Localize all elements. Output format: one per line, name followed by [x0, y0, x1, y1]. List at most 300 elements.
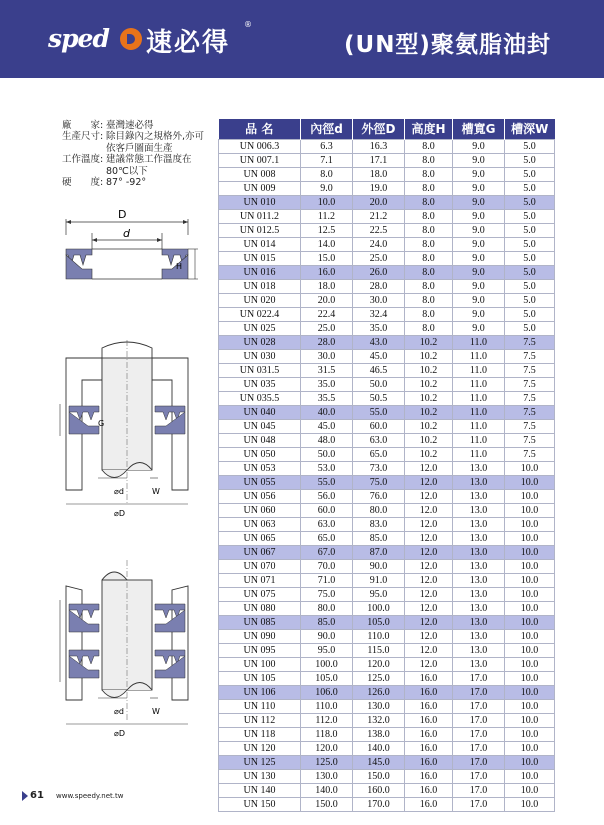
dimension-cell: 9.0	[453, 223, 505, 237]
part-number-cell: UN 053	[219, 461, 301, 475]
dimension-cell: 13.0	[453, 489, 505, 503]
dim-label-phi-big-d: ⌀D	[114, 729, 125, 738]
dimension-cell: 10.0	[505, 783, 555, 797]
dimension-cell: 7.5	[505, 363, 555, 377]
part-number-cell: UN 045	[219, 419, 301, 433]
dimension-cell: 70.0	[301, 559, 353, 573]
part-number-cell: UN 010	[219, 195, 301, 209]
part-number-cell: UN 048	[219, 433, 301, 447]
dim-label-phi-small-d: ⌀d	[114, 707, 124, 716]
dimension-cell: 10.0	[505, 657, 555, 671]
spec-hardness	[62, 177, 212, 188]
dimension-cell: 15.0	[301, 251, 353, 265]
table-row	[219, 405, 555, 419]
dimension-cell: 10.0	[505, 587, 555, 601]
dimension-cell: 5.0	[505, 237, 555, 251]
part-number-cell: UN 105	[219, 671, 301, 685]
spec-label: 生產尺寸:	[62, 131, 104, 143]
dimension-cell: 145.0	[353, 755, 405, 769]
dimension-cell: 10.0	[505, 489, 555, 503]
dimension-cell: 85.0	[353, 531, 405, 545]
table-row	[219, 657, 555, 671]
header-cell: 槽深W	[505, 119, 555, 139]
dimension-cell: 63.0	[301, 517, 353, 531]
dimension-cell: 8.0	[405, 321, 453, 335]
dimension-cell: 17.0	[453, 727, 505, 741]
dimension-cell: 10.0	[505, 741, 555, 755]
part-number-cell: UN 075	[219, 587, 301, 601]
part-number-cell: UN 011.2	[219, 209, 301, 223]
page-number: 61	[30, 790, 44, 801]
dimension-cell: 16.0	[405, 769, 453, 783]
dimension-cell: 10.0	[505, 755, 555, 769]
dimension-cell: 8.0	[405, 167, 453, 181]
dimension-cell: 9.0	[453, 167, 505, 181]
part-number-cell: UN 015	[219, 251, 301, 265]
dimension-cell: 9.0	[453, 279, 505, 293]
dimension-cell: 112.0	[301, 713, 353, 727]
dimension-cell: 140.0	[353, 741, 405, 755]
table-row	[219, 349, 555, 363]
dimension-cell: 13.0	[453, 587, 505, 601]
part-number-cell: UN 118	[219, 727, 301, 741]
dimension-cell: 30.0	[301, 349, 353, 363]
table-row	[219, 419, 555, 433]
dimension-cell: 26.0	[353, 265, 405, 279]
dimension-cell: 13.0	[453, 559, 505, 573]
table-row	[219, 251, 555, 265]
dim-label-groove-depth: W	[152, 707, 160, 716]
dimension-cell: 10.2	[405, 433, 453, 447]
dimension-cell: 50.0	[301, 447, 353, 461]
dimension-cell: 13.0	[453, 601, 505, 615]
table-row	[219, 321, 555, 335]
dim-label-phi-small-d: ⌀d	[114, 487, 124, 496]
table-row	[219, 223, 555, 237]
table-row	[219, 475, 555, 489]
dim-label-groove-width: G	[98, 419, 105, 428]
dimension-cell: 126.0	[353, 685, 405, 699]
dimension-cell: 7.1	[301, 153, 353, 167]
table-row	[219, 377, 555, 391]
dimension-cell: 16.0	[405, 699, 453, 713]
dimension-cell: 8.0	[405, 195, 453, 209]
part-number-cell: UN 012.5	[219, 223, 301, 237]
table-row	[219, 601, 555, 615]
brand-mark-icon	[120, 28, 142, 50]
dimension-cell: 95.0	[301, 643, 353, 657]
part-number-cell: UN 085	[219, 615, 301, 629]
dimension-cell: 43.0	[353, 335, 405, 349]
table-row	[219, 545, 555, 559]
dimension-cell: 73.0	[353, 461, 405, 475]
header-cell: 品 名	[219, 119, 301, 139]
dimension-cell: 130.0	[353, 699, 405, 713]
dimension-cell: 48.0	[301, 433, 353, 447]
dimension-cell: 60.0	[353, 419, 405, 433]
dimension-cell: 40.0	[301, 405, 353, 419]
dimension-cell: 12.0	[405, 587, 453, 601]
rod-installation-diagram	[52, 340, 202, 520]
dimension-cell: 46.5	[353, 363, 405, 377]
dimension-cell: 13.0	[453, 629, 505, 643]
dimension-cell: 12.0	[405, 559, 453, 573]
dimension-cell: 110.0	[353, 629, 405, 643]
dim-label-height: H	[176, 262, 183, 271]
dimension-cell: 100.0	[353, 601, 405, 615]
dimension-cell: 10.2	[405, 419, 453, 433]
dimension-cell: 8.0	[405, 139, 453, 153]
table-row	[219, 629, 555, 643]
dimension-cell: 18.0	[301, 279, 353, 293]
dimension-cell: 83.0	[353, 517, 405, 531]
dimension-cell: 10.0	[505, 727, 555, 741]
dimension-cell: 11.0	[453, 433, 505, 447]
dimension-cell: 11.0	[453, 335, 505, 349]
dimension-cell: 24.0	[353, 237, 405, 251]
spec-label: 工作溫度:	[62, 154, 104, 166]
part-number-cell: UN 065	[219, 531, 301, 545]
table-row	[219, 447, 555, 461]
dimension-cell: 10.0	[505, 559, 555, 573]
page-marker-icon	[22, 791, 28, 801]
dimension-cell: 12.0	[405, 503, 453, 517]
dimension-cell: 10.0	[505, 769, 555, 783]
dimension-cell: 17.0	[453, 797, 505, 811]
dimension-cell: 90.0	[301, 629, 353, 643]
dimension-cell: 11.0	[453, 377, 505, 391]
dimension-cell: 17.0	[453, 783, 505, 797]
dimension-cell: 8.0	[405, 279, 453, 293]
spec-value: 臺灣速必得	[106, 120, 154, 131]
table-row	[219, 153, 555, 167]
dimension-cell: 20.0	[353, 195, 405, 209]
dimension-cell: 8.0	[301, 167, 353, 181]
part-number-cell: UN 016	[219, 265, 301, 279]
dimension-cell: 105.0	[353, 615, 405, 629]
dimension-cell: 12.0	[405, 657, 453, 671]
dimension-cell: 5.0	[505, 321, 555, 335]
page-title: (UN型)聚氨脂油封	[344, 32, 551, 58]
table-row	[219, 573, 555, 587]
dimension-cell: 138.0	[353, 727, 405, 741]
dimension-cell: 10.2	[405, 405, 453, 419]
dimension-cell: 10.0	[505, 643, 555, 657]
table-row	[219, 531, 555, 545]
dimension-cell: 63.0	[353, 433, 405, 447]
table-row	[219, 461, 555, 475]
dimension-cell: 10.2	[405, 349, 453, 363]
dimension-cell: 7.5	[505, 391, 555, 405]
table-row	[219, 671, 555, 685]
dimension-cell: 125.0	[301, 755, 353, 769]
dimension-cell: 28.0	[353, 279, 405, 293]
dimension-cell: 106.0	[301, 685, 353, 699]
dimension-cell: 75.0	[353, 475, 405, 489]
header-banner	[0, 0, 604, 78]
dimension-cell: 17.0	[453, 713, 505, 727]
dimension-cell: 8.0	[405, 307, 453, 321]
part-number-cell: UN 050	[219, 447, 301, 461]
dimension-cell: 60.0	[301, 503, 353, 517]
dimension-cell: 35.5	[301, 391, 353, 405]
table-row	[219, 363, 555, 377]
brand-name: 速必得	[146, 28, 231, 58]
dimension-cell: 12.0	[405, 615, 453, 629]
dimension-cell: 120.0	[353, 657, 405, 671]
dimension-cell: 12.0	[405, 643, 453, 657]
dimension-cell: 115.0	[353, 643, 405, 657]
dimension-cell: 53.0	[301, 461, 353, 475]
part-number-cell: UN 070	[219, 559, 301, 573]
dimension-cell: 5.0	[505, 153, 555, 167]
dimension-cell: 10.0	[505, 797, 555, 811]
dimension-cell: 9.0	[453, 265, 505, 279]
dimension-cell: 10.0	[505, 517, 555, 531]
dim-label-phi-big-d: ⌀D	[114, 509, 125, 518]
dimension-cell: 118.0	[301, 727, 353, 741]
dimension-cell: 8.0	[405, 153, 453, 167]
dimension-cell: 7.5	[505, 335, 555, 349]
dimension-cell: 56.0	[301, 489, 353, 503]
dimension-cell: 12.0	[405, 489, 453, 503]
dimension-cell: 11.0	[453, 447, 505, 461]
dimension-cell: 125.0	[353, 671, 405, 685]
dimension-cell: 8.0	[405, 293, 453, 307]
dimension-cell: 8.0	[405, 181, 453, 195]
dimension-cell: 7.5	[505, 349, 555, 363]
dimension-cell: 10.0	[301, 195, 353, 209]
dimension-cell: 5.0	[505, 293, 555, 307]
dimension-cell: 80.0	[301, 601, 353, 615]
dimension-cell: 10.0	[505, 503, 555, 517]
dimension-cell: 10.2	[405, 377, 453, 391]
dimension-cell: 35.0	[301, 377, 353, 391]
dimension-cell: 16.0	[405, 727, 453, 741]
dimension-cell: 16.0	[405, 685, 453, 699]
dimension-cell: 22.5	[353, 223, 405, 237]
part-number-cell: UN 150	[219, 797, 301, 811]
table-row	[219, 237, 555, 251]
dimension-cell: 65.0	[353, 447, 405, 461]
dimension-cell: 14.0	[301, 237, 353, 251]
spec-production-size	[62, 131, 212, 154]
dimension-cell: 17.0	[453, 741, 505, 755]
dimension-cell: 12.0	[405, 531, 453, 545]
dimension-cell: 21.2	[353, 209, 405, 223]
dimension-cell: 22.4	[301, 307, 353, 321]
dimension-cell: 12.0	[405, 601, 453, 615]
part-number-cell: UN 100	[219, 657, 301, 671]
dimension-cell: 35.0	[353, 321, 405, 335]
dimension-cell: 160.0	[353, 783, 405, 797]
part-number-cell: UN 125	[219, 755, 301, 769]
dimension-cell: 12.0	[405, 545, 453, 559]
dimension-cell: 9.0	[453, 307, 505, 321]
dimension-cell: 25.0	[301, 321, 353, 335]
dimension-cell: 10.2	[405, 447, 453, 461]
table-row	[219, 713, 555, 727]
part-number-cell: UN 022.4	[219, 307, 301, 321]
table-row	[219, 279, 555, 293]
dimension-cell: 110.0	[301, 699, 353, 713]
dimension-cell: 7.5	[505, 377, 555, 391]
table-row	[219, 587, 555, 601]
table-row	[219, 727, 555, 741]
part-number-cell: UN 014	[219, 237, 301, 251]
dimension-cell: 8.0	[405, 209, 453, 223]
spec-label: 廠 家:	[62, 120, 104, 131]
dimension-cell: 9.0	[453, 251, 505, 265]
dimension-cell: 5.0	[505, 195, 555, 209]
header-cell: 內徑d	[301, 119, 353, 139]
dimension-cell: 75.0	[301, 587, 353, 601]
part-number-cell: UN 110	[219, 699, 301, 713]
dimension-cell: 13.0	[453, 545, 505, 559]
seal-cross-section-diagram	[52, 205, 202, 300]
dimension-cell: 5.0	[505, 167, 555, 181]
dimension-cell: 150.0	[301, 797, 353, 811]
part-number-cell: UN 008	[219, 167, 301, 181]
part-number-cell: UN 020	[219, 293, 301, 307]
dimension-cell: 13.0	[453, 657, 505, 671]
dimension-cell: 7.5	[505, 419, 555, 433]
dimension-cell: 10.0	[505, 475, 555, 489]
dimension-cell: 7.5	[505, 433, 555, 447]
dimension-cell: 25.0	[353, 251, 405, 265]
spec-manufacturer	[62, 120, 212, 131]
dimension-cell: 90.0	[353, 559, 405, 573]
dimension-cell: 8.0	[405, 223, 453, 237]
table-row	[219, 167, 555, 181]
dimension-cell: 16.0	[405, 671, 453, 685]
dimension-cell: 12.0	[405, 629, 453, 643]
dimension-cell: 17.0	[453, 685, 505, 699]
table-row	[219, 769, 555, 783]
table-row	[219, 181, 555, 195]
dimension-cell: 9.0	[453, 139, 505, 153]
spec-info	[62, 120, 212, 188]
dimension-cell: 140.0	[301, 783, 353, 797]
spec-value: 除目錄內之規格外,亦可依客戶圖面生產	[106, 131, 205, 154]
dimension-cell: 30.0	[353, 293, 405, 307]
dimension-cell: 65.0	[301, 531, 353, 545]
dimension-cell: 10.0	[505, 671, 555, 685]
part-number-cell: UN 140	[219, 783, 301, 797]
table-row	[219, 209, 555, 223]
dimension-cell: 16.0	[405, 783, 453, 797]
table-row	[219, 307, 555, 321]
dimension-cell: 85.0	[301, 615, 353, 629]
dimension-cell: 9.0	[453, 321, 505, 335]
spec-label: 硬 度:	[62, 177, 104, 189]
dimension-cell: 55.0	[301, 475, 353, 489]
spec-value: 87° -92°	[106, 177, 147, 189]
dimension-cell: 100.0	[301, 657, 353, 671]
dimension-cell: 19.0	[353, 181, 405, 195]
part-number-cell: UN 080	[219, 601, 301, 615]
dim-label-small-d: d	[123, 227, 130, 240]
table-row	[219, 139, 555, 153]
spec-working-temperature	[62, 154, 212, 177]
part-number-cell: UN 120	[219, 741, 301, 755]
table-row	[219, 489, 555, 503]
dimension-cell: 5.0	[505, 139, 555, 153]
dimension-cell: 7.5	[505, 405, 555, 419]
footer-url: www.speedy.net.tw	[56, 792, 124, 800]
piston-installation-diagram	[52, 560, 202, 740]
dimension-cell: 12.0	[405, 475, 453, 489]
table-row	[219, 643, 555, 657]
dimension-cell: 10.0	[505, 699, 555, 713]
header-cell: 槽寬G	[453, 119, 505, 139]
part-number-cell: UN 112	[219, 713, 301, 727]
dimension-cell: 10.2	[405, 363, 453, 377]
dimension-cell: 20.0	[301, 293, 353, 307]
dimension-cell: 80.0	[353, 503, 405, 517]
dimension-cell: 10.0	[505, 601, 555, 615]
dimension-cell: 5.0	[505, 265, 555, 279]
dimension-cell: 17.1	[353, 153, 405, 167]
part-number-cell: UN 018	[219, 279, 301, 293]
table-header-row	[219, 119, 555, 139]
dimension-cell: 50.5	[353, 391, 405, 405]
dim-label-groove-depth: W	[152, 487, 160, 496]
part-number-cell: UN 071	[219, 573, 301, 587]
dimension-cell: 12.0	[405, 517, 453, 531]
part-number-cell: UN 028	[219, 335, 301, 349]
table-row	[219, 615, 555, 629]
dimension-cell: 31.5	[301, 363, 353, 377]
dimension-cell: 12.0	[405, 461, 453, 475]
dimension-cell: 9.0	[453, 293, 505, 307]
part-number-cell: UN 006.3	[219, 139, 301, 153]
dimension-cell: 17.0	[453, 755, 505, 769]
dimension-cell: 71.0	[301, 573, 353, 587]
part-number-cell: UN 063	[219, 517, 301, 531]
table-body	[219, 139, 555, 811]
dimension-cell: 10.2	[405, 391, 453, 405]
table-row	[219, 391, 555, 405]
part-number-cell: UN 007.1	[219, 153, 301, 167]
brand-logo: sped	[48, 24, 109, 53]
table-row	[219, 265, 555, 279]
part-number-cell: UN 095	[219, 643, 301, 657]
part-number-cell: UN 025	[219, 321, 301, 335]
dimension-cell: 17.0	[453, 671, 505, 685]
table-row	[219, 293, 555, 307]
part-number-cell: UN 067	[219, 545, 301, 559]
dimension-cell: 13.0	[453, 643, 505, 657]
dimension-cell: 10.0	[505, 573, 555, 587]
dimension-cell: 130.0	[301, 769, 353, 783]
dimension-cell: 9.0	[301, 181, 353, 195]
table-row	[219, 685, 555, 699]
dimension-cell: 5.0	[505, 181, 555, 195]
dimension-cell: 132.0	[353, 713, 405, 727]
dimension-cell: 8.0	[405, 265, 453, 279]
dimension-cell: 16.0	[405, 713, 453, 727]
dimension-cell: 13.0	[453, 503, 505, 517]
dimension-cell: 10.0	[505, 713, 555, 727]
table-row	[219, 783, 555, 797]
dimension-cell: 10.0	[505, 531, 555, 545]
table-row	[219, 195, 555, 209]
dimension-cell: 67.0	[301, 545, 353, 559]
dimension-cell: 5.0	[505, 307, 555, 321]
dimension-cell: 120.0	[301, 741, 353, 755]
dimension-cell: 9.0	[453, 209, 505, 223]
